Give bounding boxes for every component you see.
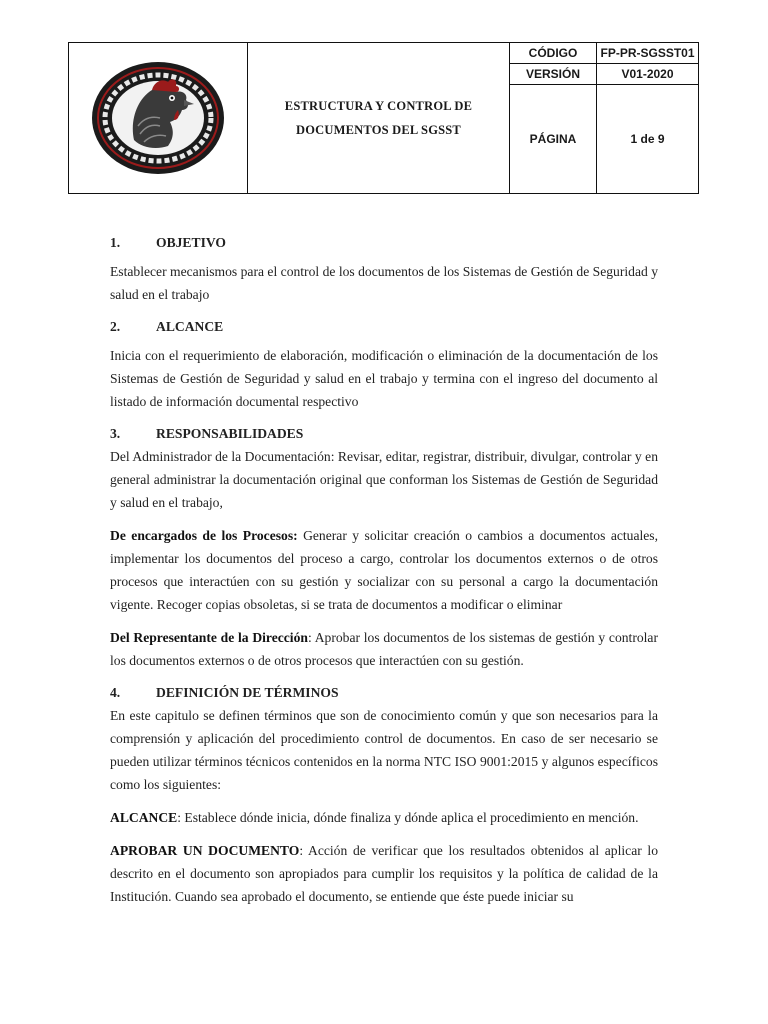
section-number: 4. (110, 685, 121, 700)
alcance-definition (110, 806, 658, 829)
document-body (110, 232, 658, 908)
version-value: V01-2020 (597, 64, 699, 85)
section-heading-objetivo (110, 232, 658, 254)
alcance-definition-text: : Establece dónde inicia, dónde finaliza y dónde aplica el procedimiento en mención. (177, 810, 639, 825)
aprobar-term: APROBAR UN DOCUMENTO (110, 843, 300, 858)
codigo-label: CÓDIGO (510, 43, 597, 64)
representante-text: : Aprobar los documentos de los sistemas de gestión y controlar los documentos externos o de otros procesos que interactúen con su gestión. (110, 630, 658, 668)
document-title (248, 43, 510, 194)
section-number: 2. (110, 319, 121, 334)
alcance-paragraph: Inicia con el requerimiento de elaboración, modificación o eliminación de la documentación de los Sistemas de Gestión de Seguridad y salud en el trabajo y termina con el ingreso del documento al listado de información documental respectivo (110, 348, 658, 409)
document-header-table (68, 42, 699, 194)
pagina-label: PÁGINA (510, 85, 597, 194)
codigo-value: FP-PR-SGSST01 (597, 43, 699, 64)
alcance-term: ALCANCE (110, 810, 178, 825)
representante-label: Del Representante de la Dirección (110, 630, 308, 645)
administrador-paragraph: Del Administrador de la Documentación: Revisar, editar, registrar, distribuir, divulgar, controlar y en general administrar la documentación original que conforman los Sistemas de Gestión de Seguridad y salud en el trabajo, (110, 449, 658, 510)
section-title: OBJETIVO (156, 235, 226, 250)
pagina-value: 1 de 9 (597, 85, 699, 194)
encargados-label: De encargados de los Procesos: (110, 528, 298, 543)
aprobar-definition (110, 839, 658, 908)
section-number: 3. (110, 426, 121, 441)
aprobar-definition-text: : Acción de verificar que los resultados obtenidos al aplicar lo descrito en el documento son apropiados para cumplir los requisitos y la política de calidad de la Institución. Cuando sea aprobado el documento, se entiende que éste puede iniciar su (110, 843, 658, 904)
representante-paragraph (110, 626, 658, 672)
title-line-1: ESTRUCTURA Y CONTROL DE (284, 99, 473, 113)
section-title: ALCANCE (156, 319, 224, 334)
section-title: RESPONSABILIDADES (156, 426, 304, 441)
section-heading-definicion (110, 682, 658, 704)
section-title: DEFINICIÓN DE TÉRMINOS (156, 685, 339, 700)
title-line-2: DOCUMENTOS DEL SGSST (296, 123, 461, 137)
section-number: 1. (110, 235, 121, 250)
section-heading-responsabilidades (110, 423, 658, 445)
version-label: VERSIÓN (510, 64, 597, 85)
objetivo-paragraph: Establecer mecanismos para el control de los documentos de los Sistemas de Gestión de Seguridad y salud en el trabajo (110, 264, 658, 302)
definicion-paragraph: En este capitulo se definen términos que son de conocimiento común y que son necesarios para la comprensión y aplicación del procedimiento control de documentos. En caso de ser necesario se pueden utilizar términos técnicos contenidos en la norma NTC ISO 9001:2015 y algunos específicos como los siguientes: (110, 708, 658, 792)
section-heading-alcance (110, 316, 658, 338)
rooster-logo (90, 60, 226, 176)
logo-cell (69, 43, 248, 194)
encargados-text: Generar y solicitar creación o cambios a documentos actuales, implementar los documentos del proceso a cargo, controlar los documentos externos o de otros procesos que interactúen con su gestión y socializar con su personal a cargo la documentación vigente. Recoger copias obsoletas, si se trata de documentos a modificar o eliminar (110, 528, 658, 612)
encargados-paragraph (110, 524, 658, 616)
